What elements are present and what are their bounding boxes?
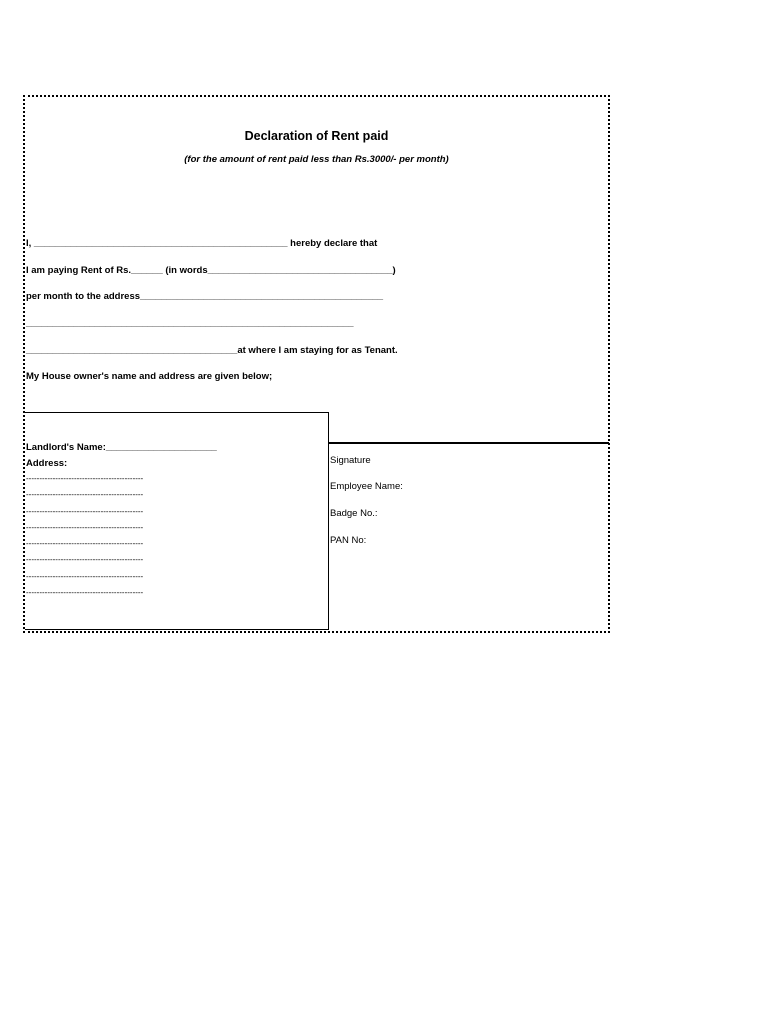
landlord-address-label: Address: xyxy=(26,458,68,469)
employee-name-label: Employee Name: xyxy=(330,481,403,492)
address-line: -------------------------------------------- xyxy=(26,523,144,532)
declaration-line-name: I, ________________________________________________ hereby declare that xyxy=(26,238,378,249)
address-line: -------------------------------------------- xyxy=(26,539,144,548)
declaration-line-rent: I am paying Rent of Rs.______ (in words___________________________________) xyxy=(26,265,396,276)
form-subtitle: (for the amount of rent paid less than Rs.3000/- per month) xyxy=(184,154,449,165)
form-title: Declaration of Rent paid xyxy=(244,129,389,143)
address-line: -------------------------------------------- xyxy=(26,555,144,564)
signature-divider xyxy=(329,442,609,444)
address-line: -------------------------------------------- xyxy=(26,507,144,516)
pan-no-label: PAN No: xyxy=(330,535,367,546)
rent-declaration-form xyxy=(23,95,610,633)
signature-label: Signature xyxy=(330,455,371,466)
badge-no-label: Badge No.: xyxy=(330,508,378,519)
declaration-line-tenant: ________________________________________at where I am staying for as Tenant. xyxy=(26,345,398,356)
landlord-details-box xyxy=(25,412,329,630)
declaration-line-address-cont: ______________________________________________________________ xyxy=(26,318,354,329)
address-line: -------------------------------------------- xyxy=(26,588,144,597)
declaration-line-owner: My House owner's name and address are given below; xyxy=(26,371,273,382)
landlord-name-label: Landlord's Name:_____________________ xyxy=(26,442,217,453)
address-line: -------------------------------------------- xyxy=(26,572,144,581)
address-line: -------------------------------------------- xyxy=(26,474,144,483)
declaration-line-address: per month to the address______________________________________________ xyxy=(26,291,384,302)
address-line: -------------------------------------------- xyxy=(26,490,144,499)
